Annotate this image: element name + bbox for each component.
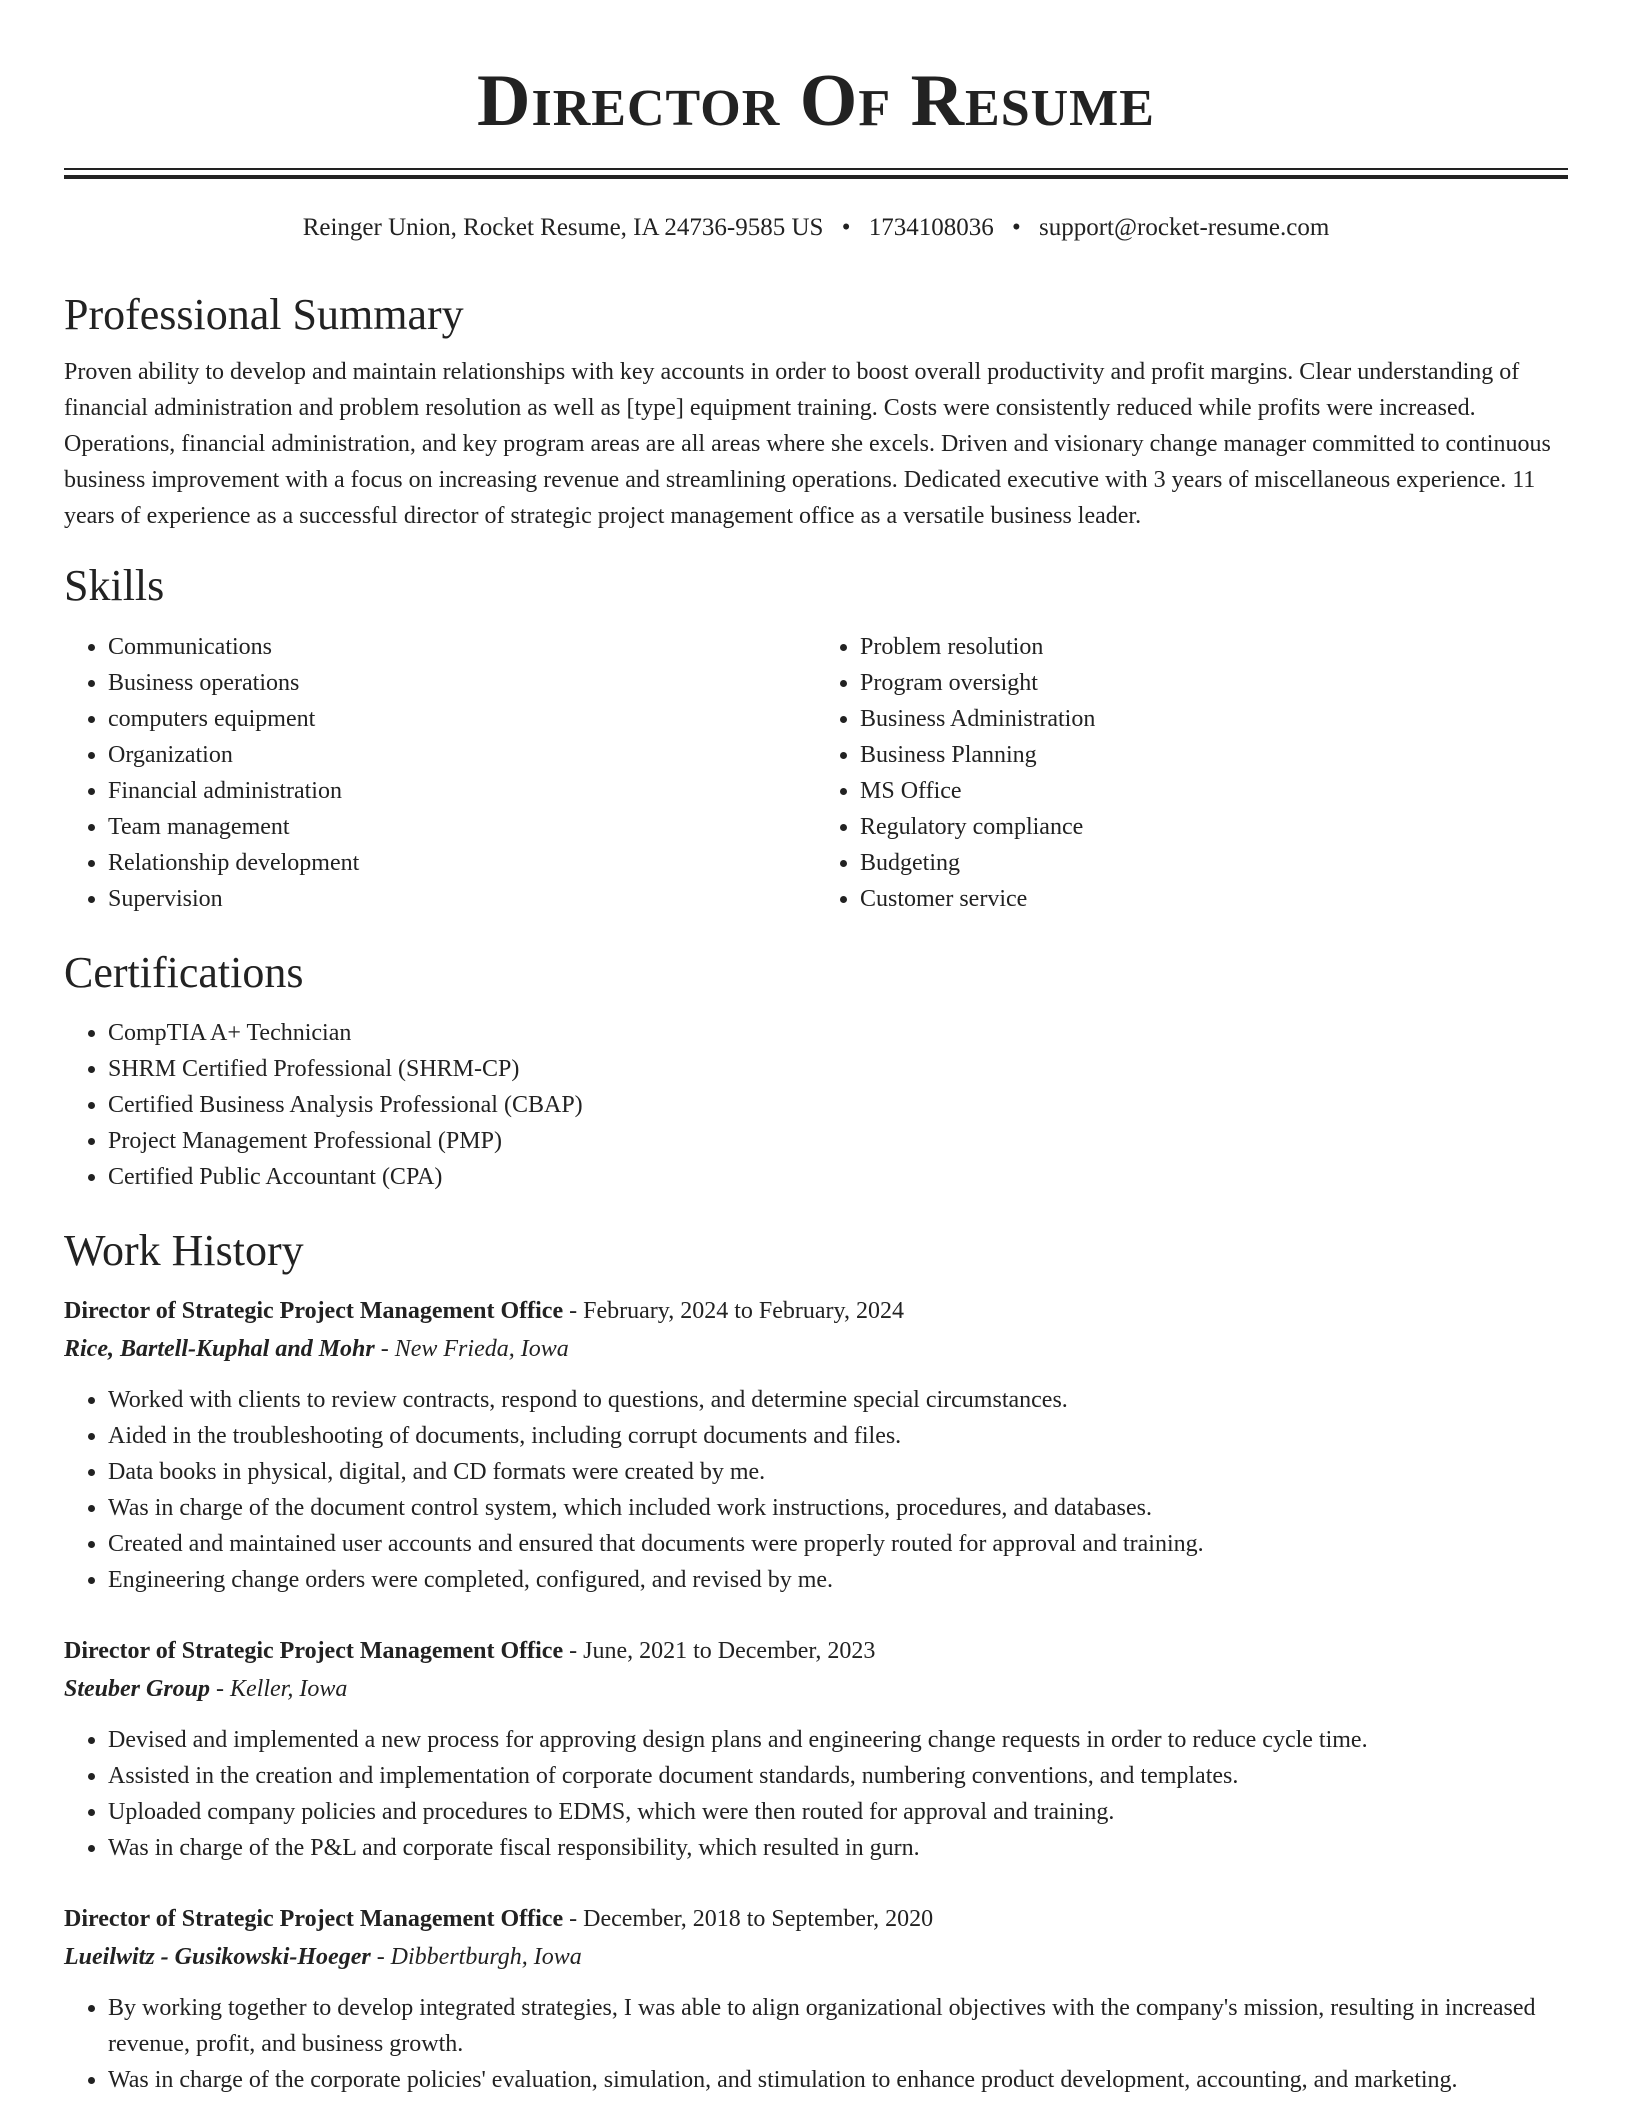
certification-item: • Project Management Professional (PMP) <box>108 1123 1568 1159</box>
job-dates: - June, 2021 to December, 2023 <box>569 1638 876 1665</box>
certifications-heading: Certifications <box>64 947 304 997</box>
skill-item: • Relationship development <box>108 845 816 881</box>
certifications-list <box>64 1015 1568 1195</box>
job-company-line <box>64 1670 1568 1708</box>
job-bullet: • Uploaded company policies and procedures to EDMS, which were then routed for approval and training. <box>108 1794 1568 1830</box>
job-location: - New Frieda, Iowa <box>380 1336 569 1363</box>
skills-list <box>64 629 1568 917</box>
skill-item: • Business operations <box>108 665 816 701</box>
certification-item: • CompTIA A+ Technician <box>108 1015 1568 1051</box>
certification-item: • Certified Public Accountant (CPA) <box>108 1159 1568 1195</box>
skills-left-column <box>64 629 816 917</box>
skill-item: • computers equipment <box>108 701 816 737</box>
job-title-line <box>64 1900 1568 1938</box>
job-entry <box>64 1900 1568 2098</box>
job-bullet: • Assisted in the creation and implementation of corporate document standards, numbering conventions, and templates. <box>108 1758 1568 1794</box>
job-location: - Keller, Iowa <box>216 1676 348 1703</box>
job-title-line <box>64 1292 1568 1330</box>
contact-address: Reinger Union, Rocket Resume, IA 24736-9585 US <box>302 214 824 241</box>
skill-item: • Business Planning <box>860 737 1568 773</box>
summary-heading: Professional Summary <box>64 290 464 339</box>
summary-text: Proven ability to develop and maintain relationships with key accounts in order to boost overall productivity and profit margins. Clear understanding of financial administration and problem resolution as well as [type] equipment training. Costs were consistently reduced while profits were increased. Operations, financial administration, and key program areas are all areas where she excels. Driven and visionary change manager committed to continuous business improvement with a focus on increasing revenue and streamlining operations. Dedicated executive with 3 years of miscellaneous experience. 11 years of experience as a successful director of strategic project management office as a versatile business leader. <box>64 358 1551 529</box>
job-title: Director of Strategic Project Management Office <box>64 1906 564 1933</box>
job-title: Director of Strategic Project Management Office <box>64 1298 564 1325</box>
job-title: Director of Strategic Project Management Office <box>64 1638 564 1665</box>
skills-right-column <box>816 629 1568 917</box>
job-bullets <box>64 1722 1568 1866</box>
job-entry <box>64 1632 1568 1866</box>
certification-item: • Certified Business Analysis Professional (CBAP) <box>108 1087 1568 1123</box>
job-bullets <box>64 1990 1568 2098</box>
work-history-heading: Work History <box>64 1226 304 1276</box>
job-bullet: • Created and maintained user accounts and ensured that documents were properly routed for approval and training. <box>108 1526 1568 1562</box>
job-bullet: • Aided in the troubleshooting of documents, including corrupt documents and files. <box>108 1418 1568 1454</box>
skill-item: • Regulatory compliance <box>860 809 1568 845</box>
job-bullets <box>64 1382 1568 1598</box>
contact-email[interactable]: support@rocket-resume.com <box>1039 214 1330 241</box>
job-bullet: • Was in charge of the P&L and corporate fiscal responsibility, which resulted in gurn. <box>108 1830 1568 1866</box>
job-location: - Dibbertburgh, Iowa <box>376 1944 582 1971</box>
skill-item: • Program oversight <box>860 665 1568 701</box>
skill-item: • Organization <box>108 737 816 773</box>
skill-item: • Business Administration <box>860 701 1568 737</box>
job-company: Steuber Group <box>64 1676 211 1703</box>
skill-item: • Budgeting <box>860 845 1568 881</box>
skill-item: • MS Office <box>860 773 1568 809</box>
skills-heading: Skills <box>64 560 165 610</box>
job-bullet: • Engineering change orders were completed, configured, and revised by me. <box>108 1562 1568 1598</box>
contact-phone: 1734108036 <box>868 214 994 241</box>
skill-item: • Team management <box>108 809 816 845</box>
job-company: Rice, Bartell-Kuphal and Mohr <box>64 1336 375 1363</box>
job-bullet: • Was in charge of the document control system, which included work instructions, procedures, and databases. <box>108 1490 1568 1526</box>
skill-item: • Supervision <box>108 881 816 917</box>
skill-item: • Financial administration <box>108 773 816 809</box>
job-company: Lueilwitz - Gusikowski-Hoeger <box>64 1944 371 1971</box>
contact-separator: • <box>841 214 851 241</box>
resume-name: Director Of Resume <box>477 60 1155 142</box>
job-bullet: • Worked with clients to review contracts, respond to questions, and determine special circumstances. <box>108 1382 1568 1418</box>
contact-separator: • <box>1011 214 1021 241</box>
job-company-line <box>64 1938 1568 1976</box>
job-title-line <box>64 1632 1568 1670</box>
job-bullet: • Data books in physical, digital, and CD formats were created by me. <box>108 1454 1568 1490</box>
skill-item: • Problem resolution <box>860 629 1568 665</box>
contact-line <box>64 213 1568 243</box>
job-company-line <box>64 1330 1568 1368</box>
skill-item: • Communications <box>108 629 816 665</box>
job-dates: - December, 2018 to September, 2020 <box>569 1906 934 1933</box>
job-bullet: • Was in charge of the corporate policies' evaluation, simulation, and stimulation to enhance product development, accounting, and marketing. <box>108 2062 1568 2098</box>
job-bullet: • Devised and implemented a new process for approving design plans and engineering change requests in order to reduce cycle time. <box>108 1722 1568 1758</box>
job-dates: - February, 2024 to February, 2024 <box>569 1298 904 1325</box>
header-rule <box>64 168 1568 179</box>
job-bullet: • By working together to develop integrated strategies, I was able to align organizational objectives with the company's mission, resulting in increased revenue, profit, and business growth. <box>108 1990 1568 2062</box>
job-entry <box>64 1292 1568 1598</box>
certification-item: • SHRM Certified Professional (SHRM-CP) <box>108 1051 1568 1087</box>
skill-item: • Customer service <box>860 881 1568 917</box>
